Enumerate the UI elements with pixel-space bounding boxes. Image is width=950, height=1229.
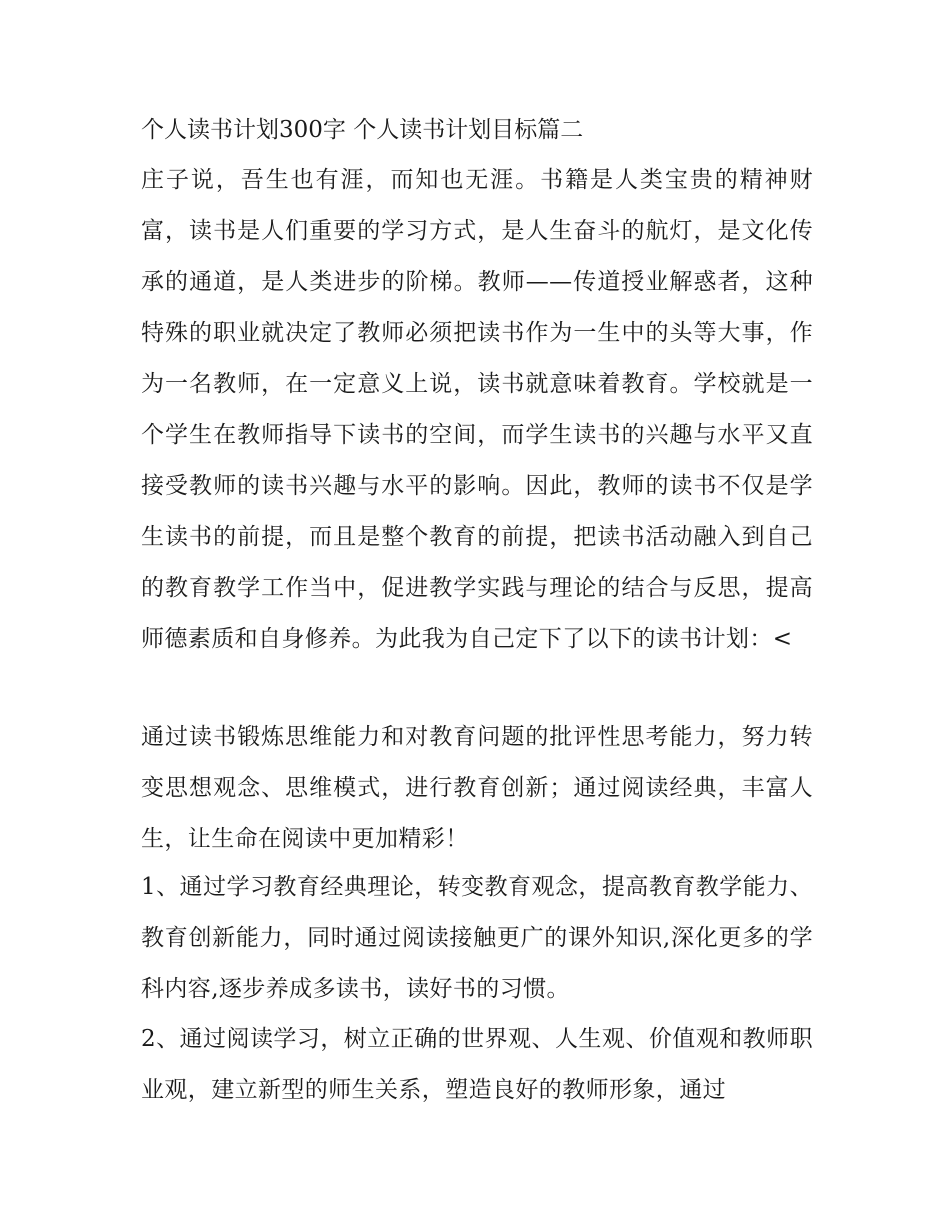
paragraph-item-2: 2、通过阅读学习，树立正确的世界观、人生观、价值观和教师职业观，建立新型的师生关系，塑造良好的教师形象，通过 [141, 1026, 813, 1103]
paragraph-goal: 通过读书锻炼思维能力和对教育问题的批评性思考能力，努力转变思想观念、思维模式，进行教育创新；通过阅读经典，丰富人生，让生命在阅读中更加精彩！ [141, 724, 813, 852]
paragraph-item-1: 1、通过学习教育经典理论，转变教育观念，提高教育教学能力、教育创新能力，同时通过阅读接触更广的课外知识,深化更多的学科内容,逐步养成多读书，读好书的习惯。 [141, 874, 813, 1002]
document-title: 个人读书计划300字 个人读书计划目标篇二 [141, 117, 584, 143]
paragraph-intro: 庄子说，吾生也有涯，而知也无涯。书籍是人类宝贵的精神财富，读书是人们重要的学习方式，是人生奋斗的航灯，是文化传承的通道，是人类进步的阶梯。教师——传道授业解惑者，这种特殊的职业就决定了教师必须把读书作为一生中的头等大事，作为一名教师，在一定意义上说，读书就意味着教育。学校就是一个学生在教师指导下读书的空间，而学生读书的兴趣与水平又直接受教师的读书兴趣与水平的影响。因此，教师的读书不仅是学生读书的前提，而且是整个教育的前提，把读书活动融入到自己的教育教学工作当中，促进教学实践与理论的结合与反思，提高师德素质和自身修养。为此我为自己定下了以下的读书计划：< [141, 167, 813, 652]
